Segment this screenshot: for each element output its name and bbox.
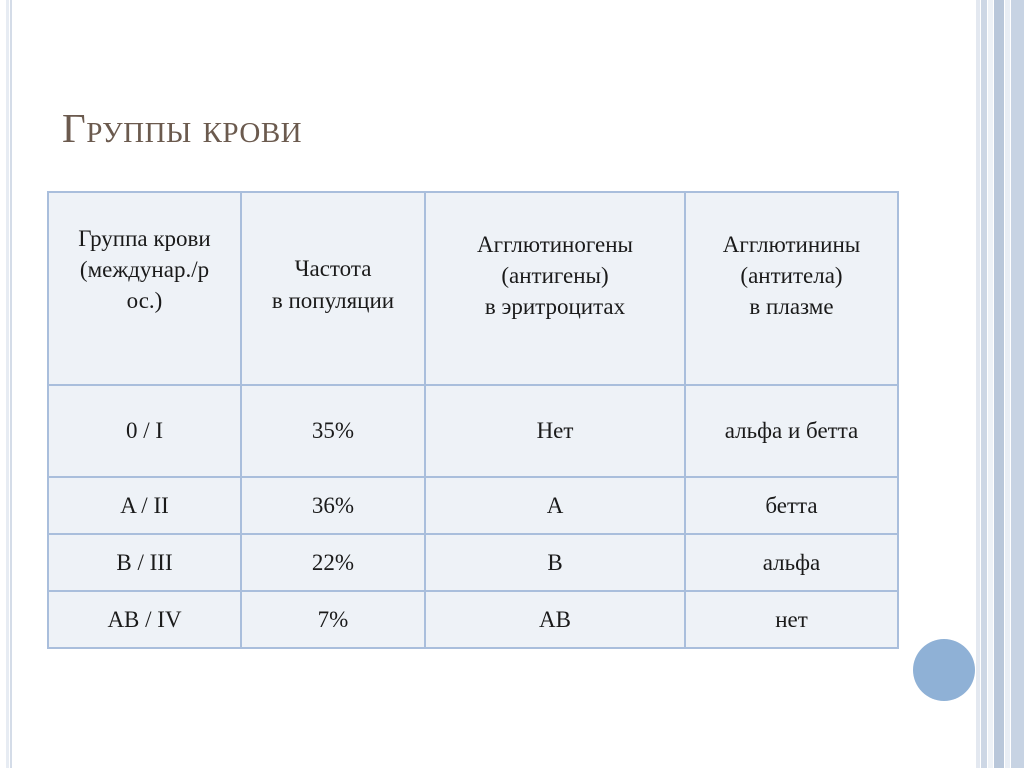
decor-stripe [976,0,980,768]
left-decor-bar [0,0,12,768]
table-row [48,477,898,534]
header-cell-agglutinins [685,192,898,385]
header-line: (антигены) [501,262,609,288]
table-row [48,385,898,477]
table-row [48,534,898,591]
table-row [48,591,898,648]
header-cell-group [48,192,241,385]
right-decor-stripes [976,0,1024,768]
cell-frequency: 7% [241,591,425,648]
decor-stripe [994,0,1004,768]
decor-circle [913,639,975,701]
header-cell-agglutinogens [425,192,685,385]
cell-frequency: 22% [241,534,425,591]
cell-frequency: 36% [241,477,425,534]
cell-group: B / III [48,534,241,591]
header-line: в популяции [271,287,395,313]
cell-frequency: 35% [241,385,425,477]
cell-group: AB / IV [48,591,241,648]
cell-agglutinogens: AB [425,591,685,648]
header-line: Группа крови [78,225,211,251]
cell-agglutinins: бетта [685,477,898,534]
cell-agglutinins: альфа [685,534,898,591]
cell-group: A / II [48,477,241,534]
cell-group: 0 / I [48,385,241,477]
cell-agglutinins: альфа и бетта [685,385,898,477]
cell-agglutinins: нет [685,591,898,648]
decor-stripe [1005,0,1010,768]
blood-groups-table [47,191,899,649]
header-line: ос.) [126,288,163,314]
cell-agglutinogens: B [425,534,685,591]
decor-stripe [988,0,993,768]
decor-stripe [1011,0,1024,768]
header-line: (антитела) [740,262,843,288]
header-line: в плазме [749,294,834,320]
cell-agglutinogens: Нет [425,385,685,477]
header-cell-frequency [241,192,425,385]
slide-title: Группы крови [62,105,303,151]
header-line: (междунар./р [79,256,210,282]
header-line: в эритроцитах [484,294,626,320]
cell-agglutinogens: A [425,477,685,534]
header-line: Частота [294,256,372,282]
header-line: Агглютиногены [477,231,633,257]
left-decor-line [6,0,9,768]
decor-stripe [981,0,987,768]
table-header-row [48,192,898,385]
header-line: Агглютинины [722,231,861,257]
